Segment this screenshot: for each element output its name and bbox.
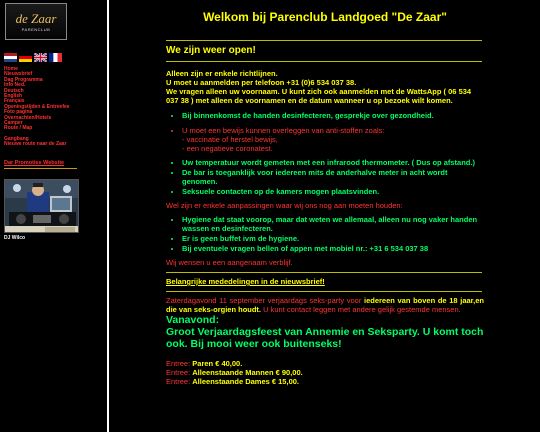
list-item: • Hygiene dat staat voorop, maar dat weten we allemaal, alleen nu nog vaker handen wassen en desinfecteren. [182, 215, 484, 233]
logo-subtitle: PARENCLUB [21, 26, 51, 32]
logo-title: de Zaar [15, 10, 57, 26]
nav-item-nieuwe-route[interactable]: Nieuwe route naar de Zaar [4, 141, 67, 148]
rules-list-2 [166, 126, 484, 153]
proof-text: U moet een bewijs kunnen overleggen van anti-stoffen zoals: [182, 126, 385, 135]
dj-label: DJ Wilco [4, 234, 26, 241]
nav-item-camper[interactable]: Camper [4, 120, 23, 127]
nav-item-home[interactable]: Home [4, 66, 18, 72]
nav-item-route-map[interactable]: Route / Map [4, 125, 33, 132]
nl-flag-icon[interactable] [4, 53, 17, 62]
proof-line-2: - een negatieve coronatest. [182, 144, 273, 153]
tonight-label: Vanavond: [166, 314, 220, 326]
sidebar [0, 0, 107, 432]
list-item [182, 126, 484, 153]
list-item: • Uw temperatuur wordt gemeten met een infrarood thermometer. ( Dus op afstand.) [182, 158, 484, 167]
nav-item-foto-pagina[interactable]: Foto pagina [4, 109, 33, 116]
price-value: Paren € 40,00. [192, 359, 243, 368]
price-label: Entree: [166, 377, 193, 386]
nav-menu [4, 67, 107, 148]
promo-website-link[interactable]: Dar Promoties Website [4, 159, 65, 166]
nav-item-english[interactable]: English [4, 93, 23, 100]
sidebar-divider [107, 0, 109, 432]
dj-image-icon [5, 180, 79, 233]
fr-flag-icon[interactable] [49, 53, 62, 62]
title-rule [166, 40, 482, 41]
adjustments-text: Wel zijn er enkele aanpassingen waar wij ons nog aan moeten houden: [166, 201, 403, 210]
price-label: Entree: [166, 359, 193, 368]
nav-item-overnachten[interactable]: Overnachten/Hotels [4, 114, 52, 121]
section-rule [166, 61, 482, 62]
proof-line-1: - vaccinatie of herstel bewijs, [182, 135, 278, 144]
dj-photo[interactable] [4, 179, 79, 233]
list-item: • Seksuele contacten op de kamers mogen plaatsvinden. [182, 187, 484, 196]
rules-list-3 [166, 158, 484, 196]
intro-line-2: U moet u aanmelden per telefoon +31 (0)6 534 037 38. [166, 78, 357, 87]
rules-list-1 [166, 111, 484, 120]
news-rule-top [166, 272, 482, 273]
nav-item-francais[interactable]: Français [4, 98, 25, 105]
uk-flag-icon[interactable] [34, 53, 47, 62]
list-item: • Er is geen buffet ivm de hygiene. [182, 234, 484, 243]
welcome-text: Wij wensen u een aangenaam verblijf. [166, 258, 293, 267]
list-item: • Bij binnenkomst de handen desinfecteren, gesprekje over gezondheid. [182, 111, 484, 120]
nav-item-openingstijden[interactable]: Openingstijden & Entreefee [4, 103, 70, 110]
list-item: • Bij eventuele vragen bellen of appen met mobiel nr.: +31 6 534 037 38 [182, 244, 484, 253]
price-value: Alleenstaande Dames € 15,00. [192, 377, 299, 386]
nav-item-dag-programma[interactable]: Dag Programma [4, 76, 43, 83]
price-row [166, 368, 484, 377]
news-rule-bottom [166, 291, 482, 292]
nav-item-gangbang[interactable]: Gangbang [4, 135, 29, 142]
promo-divider [4, 168, 77, 169]
list-item: • De bar is toeganklijk voor iedereen mits de anderhalve meter in acht wordt genomen. [182, 168, 484, 186]
nav-item-info-ned[interactable]: Info Ned. [4, 82, 26, 89]
club-logo[interactable] [5, 3, 67, 40]
nav-item-nieuwsbrief[interactable]: Nieuwsbrief [4, 71, 33, 78]
event-pre: Zaterdagavond 11 september verjaardags seks-party voor [166, 296, 364, 305]
price-row [166, 377, 484, 386]
page-title: Welkom bij Parenclub Landgoed "De Zaar" [203, 10, 447, 24]
event-text [166, 296, 484, 314]
price-row [166, 359, 484, 368]
party-headline: Groot Verjaardagsfeest van Annemie en Seksparty. U komt toch ook. Bij mooi weer ook buitenseks! [166, 326, 484, 350]
event-bold: iedereen van boven de 18 jaar,en die van seks-orgien houdt. [166, 296, 485, 314]
rules-list-4 [166, 215, 484, 253]
intro-line-1: Alleen zijn er enkele richtlijnen. [166, 69, 278, 78]
price-value: Alleenstaande Mannen € 90,00. [192, 368, 303, 377]
event-post: U kunt contact leggen met andere gelijk gestemde mensen. [261, 305, 461, 314]
price-label: Entree: [166, 368, 193, 377]
intro-line-3: We vragen alleen uw voornaam. U kunt zich ook aanmelden met de WattsApp ( 06 534 037 38 ) met alleen de voornamen en de datum wanneer u op bezoek wilt komen. [166, 87, 472, 105]
newsletter-link[interactable]: Belangrijke mededelingen in de nieuwsbrief! [166, 277, 325, 286]
main-content [166, 0, 484, 432]
de-flag-icon[interactable] [19, 53, 32, 62]
language-flags [4, 53, 107, 62]
nav-item-deutsch[interactable]: Deutsch [4, 87, 24, 94]
section-title: We zijn weer open! [166, 45, 256, 56]
